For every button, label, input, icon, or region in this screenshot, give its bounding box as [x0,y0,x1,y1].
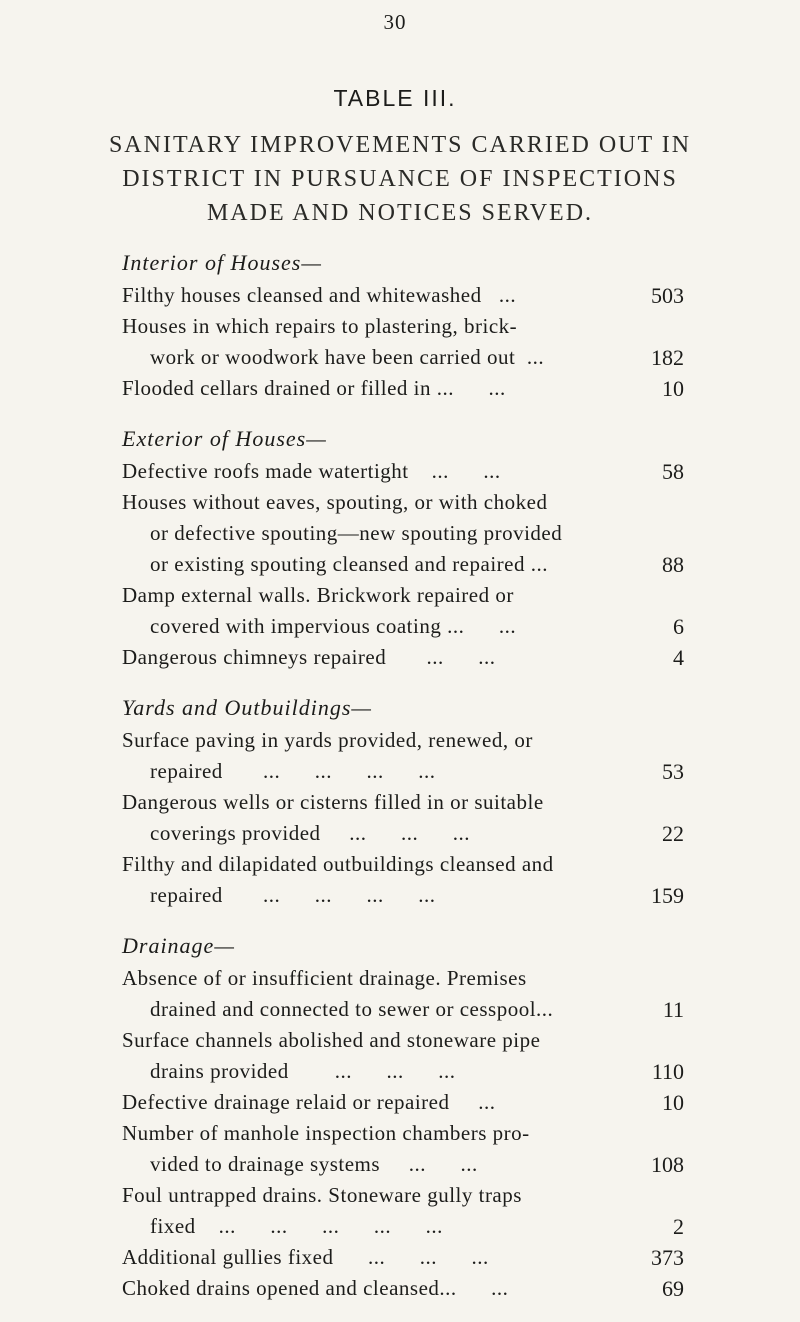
table-row [0,456,800,487]
table-section [0,246,800,404]
table-row [0,1242,800,1273]
section-heading: Exterior of Houses— [122,426,327,451]
row-description [122,1180,642,1242]
row-count: 58 [662,459,684,484]
row-description [122,373,642,404]
row-description-line: Filthy and dilapidated outbuildings cleansed and [122,852,554,876]
row-description-line: Dangerous chimneys repaired ... ... [122,645,496,669]
row-count: 10 [662,1090,684,1115]
table-section [0,422,800,673]
row-description [122,849,642,911]
row-description [122,1087,642,1118]
table-label: TABLE III. [333,85,457,111]
row-count: 2 [673,1214,684,1239]
table-row [0,849,800,911]
row-description-line: drains provided ... ... ... [150,1059,456,1083]
row-description-line: or existing spouting cleansed and repaired ... [150,552,548,576]
row-description [122,580,642,642]
row-count: 110 [651,1059,684,1084]
row-description [122,456,642,487]
table-row [0,1025,800,1087]
row-description-line: or defective spouting—new spouting provided [150,521,563,545]
table-row [0,487,800,580]
table-row [0,642,800,673]
row-count: 4 [673,645,684,670]
title-line: DISTRICT IN PURSUANCE OF INSPECTIONS [122,166,678,192]
row-count: 6 [673,614,684,639]
table-row [0,725,800,787]
row-count: 11 [662,997,684,1022]
title-line: SANITARY IMPROVEMENTS CARRIED OUT IN [108,132,692,158]
row-description-line: Absence of or insufficient drainage. Premises [122,966,527,990]
table-title [100,128,700,230]
section-heading: Drainage— [122,933,235,958]
row-description-line: Houses in which repairs to plastering, brick- [122,314,518,338]
row-description-line: Flooded cellars drained or filled in ... ... [122,376,506,400]
row-description-line: Defective roofs made watertight ... ... [122,459,501,483]
row-description [122,787,642,849]
row-description [122,311,642,373]
table-row [0,1180,800,1242]
row-description [122,280,642,311]
row-description [122,642,642,673]
row-description-line: vided to drainage systems ... ... [150,1152,478,1176]
row-description [122,1242,642,1273]
table-row [0,280,800,311]
row-description [122,487,642,580]
row-description-line: repaired ... ... ... ... [150,883,436,907]
row-description-line: Choked drains opened and cleansed... ... [122,1276,509,1300]
table-row [0,580,800,642]
row-description [122,1273,642,1304]
table-row [0,1087,800,1118]
row-count: 108 [651,1152,684,1177]
table-row [0,1118,800,1180]
row-count: 69 [662,1276,684,1301]
row-description-line: drained and connected to sewer or cesspool... [150,997,554,1021]
row-count: 159 [651,883,684,908]
row-description-line: Houses without eaves, spouting, or with choked [122,490,548,514]
table-row [0,311,800,373]
row-description-line: Foul untrapped drains. Stoneware gully traps [122,1183,522,1207]
row-count: 53 [662,759,684,784]
row-description-line: fixed ... ... ... ... ... [150,1214,443,1238]
row-description-line: work or woodwork have been carried out ... [150,345,545,369]
row-description-line: Damp external walls. Brickwork repaired or [122,583,514,607]
row-description [122,963,642,1025]
table-row [0,373,800,404]
row-count: 503 [651,283,684,308]
row-count: 10 [662,376,684,401]
page-number: 30 [383,10,407,34]
row-description-line: Filthy houses cleansed and whitewashed ... [122,283,517,307]
row-count: 182 [651,345,684,370]
row-description [122,725,642,787]
row-count: 22 [662,821,684,846]
section-heading: Interior of Houses— [122,250,322,275]
row-description-line: Defective drainage relaid or repaired ... [122,1090,496,1114]
table-section [0,691,800,911]
row-description-line: Additional gullies fixed ... ... ... [122,1245,489,1269]
table-row [0,787,800,849]
table-row [0,1273,800,1304]
row-description-line: Surface channels abolished and stoneware pipe [122,1028,541,1052]
table-section [0,929,800,1304]
table-row [0,963,800,1025]
row-description-line: coverings provided ... ... ... [150,821,471,845]
table-body [0,246,800,1322]
section-heading: Yards and Outbuildings— [122,695,372,720]
row-description [122,1025,642,1087]
row-description-line: Number of manhole inspection chambers pro- [122,1121,530,1145]
row-count: 373 [651,1245,684,1270]
row-description-line: Surface paving in yards provided, renewed, or [122,728,533,752]
title-line: MADE AND NOTICES SERVED. [206,200,594,226]
row-count: 88 [662,552,684,577]
row-description-line: repaired ... ... ... ... [150,759,436,783]
row-description-line: covered with impervious coating ... ... [150,614,517,638]
row-description [122,1118,642,1180]
row-description-line: Dangerous wells or cisterns filled in or suitable [122,790,544,814]
